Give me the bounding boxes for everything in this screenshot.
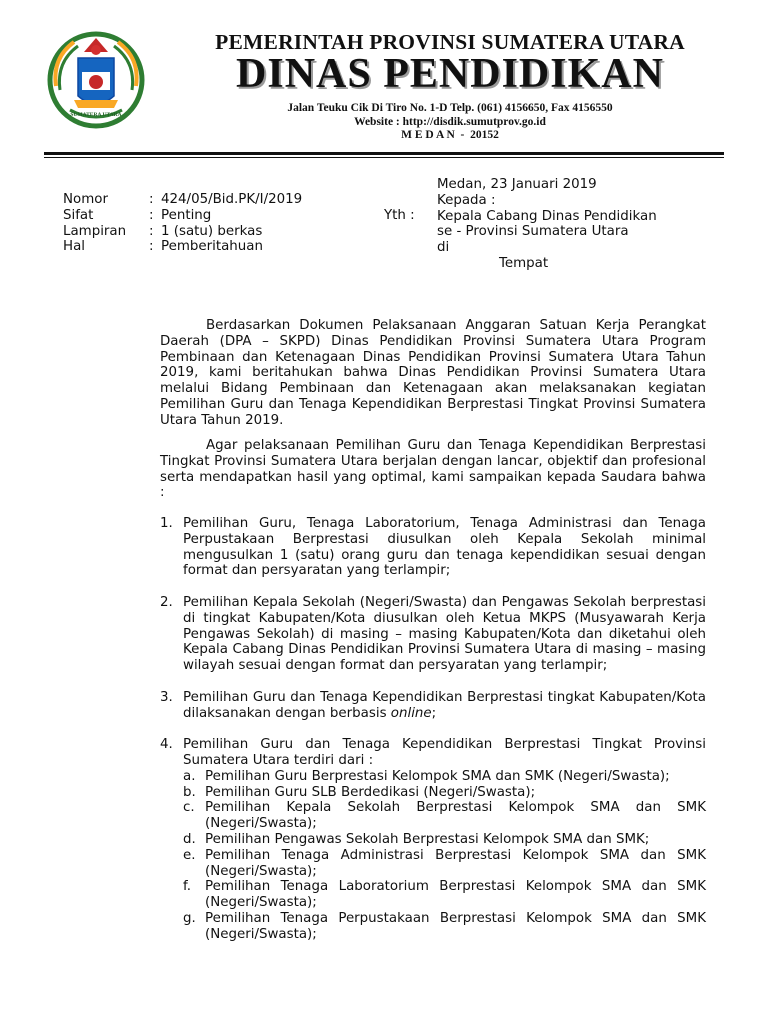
list-number: 3. <box>160 689 173 705</box>
meta-colon: : <box>149 192 154 207</box>
header-rule-thin <box>44 157 724 158</box>
crest-caption: SUMATERA UTARA <box>70 112 122 118</box>
sub-text: Pemilihan Guru SLB Berdedikasi (Negeri/Swasta); <box>205 784 536 800</box>
list-number: 1. <box>160 516 173 531</box>
sub-item <box>183 848 706 880</box>
meta-label: Lampiran <box>63 223 127 239</box>
sub-letter: f. <box>183 879 191 895</box>
street-address: Jalan Teuku Cik Di Tiro No. 1-D Telp. (061) 4156650, Fax 4156550 <box>287 102 613 114</box>
meta-label: Sifat <box>63 207 94 223</box>
list-item <box>160 690 706 722</box>
sub-text: Pemilihan Kepala Sekolah Berprestasi Kelompok SMA dan SMK (Negeri/Swasta); <box>205 800 706 832</box>
meta-value: 424/05/Bid.PK/I/2019 <box>161 192 303 207</box>
meta-label: Hal <box>63 239 85 255</box>
letterhead-address-block <box>150 102 750 143</box>
meta-colon: : <box>149 207 154 223</box>
city-postcode: M E D A N - 20152 <box>401 129 499 141</box>
sub-text: Pemilihan Pengawas Sekolah Berprestasi Kelompok SMA dan SMK; <box>205 831 650 847</box>
sub-letter: b. <box>183 784 196 800</box>
sub-text: Pemilihan Guru Berprestasi Kelompok SMA dan SMK (Negeri/Swasta); <box>205 768 670 784</box>
meta-row-nomor <box>63 192 302 208</box>
meta-label: Nomor <box>63 192 108 207</box>
meta-value: Pemberitahuan <box>161 239 263 255</box>
list-text: Pemilihan Guru dan Tenaga Kependidikan Berprestasi tingkat Kabupaten/Kota dilaksanakan dengan berbasis <box>183 689 706 721</box>
sub-text: Pemilihan Tenaga Administrasi Berprestasi Kelompok SMA dan SMK (Negeri/Swasta); <box>205 847 706 879</box>
list-item <box>160 737 706 942</box>
meta-colon: : <box>149 239 154 255</box>
recipient-tempat: Tempat <box>499 255 549 271</box>
recipient-line-1: Kepala Cabang Dinas Pendidikan <box>437 208 657 224</box>
meta-row-sifat <box>63 208 302 224</box>
government-title: PEMERINTAH PROVINSI SUMATERA UTARA <box>215 30 685 54</box>
list-text: Pemilihan Guru dan Tenaga Kependidikan Berprestasi Tingkat Provinsi Sumatera Utara terdiri dari : <box>183 737 706 768</box>
meta-colon: : <box>149 223 154 239</box>
body-paragraph-1 <box>160 318 706 429</box>
header-rule-thick <box>44 152 724 155</box>
list-number: 4. <box>160 737 173 753</box>
meta-value: Penting <box>161 207 212 223</box>
website: Website : http://disdik.sumutprov.go.id <box>354 115 546 128</box>
body-paragraph-2 <box>160 438 706 501</box>
yth-label: Yth : <box>384 208 415 223</box>
letter-meta <box>63 192 302 255</box>
sub-text: Pemilihan Tenaga Laboratorium Berprestasi Kelompok SMA dan SMK (Negeri/Swasta); <box>205 879 706 911</box>
list-number: 2. <box>160 594 173 610</box>
sub-letter: c. <box>183 800 195 816</box>
agency-title: DINAS PENDIDIKAN <box>236 51 664 97</box>
sub-item <box>183 800 706 832</box>
paragraph-text: Agar pelaksanaan Pemilihan Guru dan Tenaga Kependidikan Berprestasi Tingkat Provinsi Sumatera Utara berjalan dengan lancar, objektif dan profesional serta mendapatkan hasil yang optimal, kami sampaikan kepada Saudara bahwa : <box>160 438 706 501</box>
sub-letter: a. <box>183 768 196 784</box>
recipient-block <box>437 177 657 272</box>
list-text-end: ; <box>431 705 437 721</box>
sub-letter: e. <box>183 847 196 863</box>
sub-item <box>183 769 706 785</box>
recipient-line-2: se - Provinsi Sumatera Utara <box>437 224 629 240</box>
sub-letter: d. <box>183 831 196 847</box>
meta-row-hal <box>63 239 302 255</box>
letter-date: Medan, 23 Januari 2019 <box>437 177 597 192</box>
list-text: Pemilihan Guru, Tenaga Laboratorium, Tenaga Administrasi dan Tenaga Perpustakaan Berprestasi diusulkan oleh Kepala Sekolah minimal mengusulkan 1 (satu) orang guru dan tenaga kependidikan sesuai dengan format dan persyaratan yang terlampir; <box>183 516 706 579</box>
kepada-label: Kepada : <box>437 192 496 208</box>
meta-value: 1 (satu) berkas <box>161 223 263 239</box>
list-text-italic: online <box>390 705 432 721</box>
paragraph-text: Berdasarkan Dokumen Pelaksanaan Anggaran Satuan Kerja Perangkat Daerah (DPA – SKPD) Dinas Pendidikan Provinsi Sumatera Utara Program Pembinaan dan Ketenagaan Dinas Pendidikan Provinsi Sumatera Utara Tahun 2019, kami beritahukan bahwa Dinas Pendidikan Provinsi Sumatera Utara melalui Bidang Pembinaan dan Ketenagaan akan melaksanakan kegiatan Pemilihan Guru dan Tenaga Kependidikan Berprestasi Tingkat Provinsi Sumatera Utara Tahun 2019. <box>160 318 706 428</box>
list-text: Pemilihan Kepala Sekolah (Negeri/Swasta) dan Pengawas Sekolah berprestasi di tingkat Kabupaten/Kota diusulkan oleh Ketua MKPS (Musyawarah Kerja Pengawas Sekolah) di masing – masing Kabupaten/Kota dan diketahui oleh Kepala Cabang Dinas Pendidikan Provinsi Sumatera Utara di masing – masing wilayah sesuai dengan format dan persyaratan yang terlampir; <box>183 594 706 674</box>
sub-letter: g. <box>183 910 196 926</box>
sub-text: Pemilihan Tenaga Perpustakaan Berprestasi Kelompok SMA dan SMK (Negeri/Swasta); <box>205 910 706 942</box>
sub-item <box>183 879 706 911</box>
list-item <box>160 516 706 579</box>
list-item <box>160 595 706 674</box>
recipient-di: di <box>437 240 450 256</box>
sub-item <box>183 911 706 943</box>
sub-item <box>183 832 706 848</box>
sub-item <box>183 785 706 801</box>
meta-row-lampiran <box>63 224 302 240</box>
numbered-list <box>160 516 706 943</box>
